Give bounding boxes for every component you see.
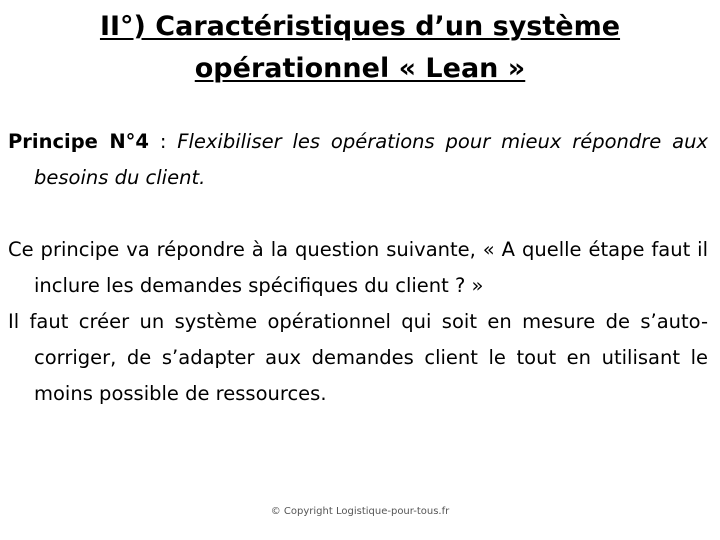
body-paragraph-answer: Il faut créer un système opérationnel qui soit en mesure de s’auto-corriger, de s’adapter aux demandes client le tout en utilisant le moins possible de ressources. [8,310,708,405]
copyright-footer: © Copyright Logistique-pour-tous.fr [270,506,450,517]
slide-body [8,124,708,412]
slide-title-line-1: II°) Caractéristiques d’un système [99,11,621,42]
slide-title [20,6,700,90]
principle-label: Principe N°4 [8,130,149,153]
principle-paragraph [8,124,708,196]
principle-text: Flexibiliser les opérations pour mieux répondre aux besoins du client. [34,130,708,189]
paragraph-spacer [8,196,708,232]
body-paragraph-question: Ce principe va répondre à la question suivante, « A quelle étape faut il inclure les demandes spécifiques du client ? » [8,238,708,297]
principle-separator: : [148,130,178,153]
slide-title-line-2: opérationnel « Lean » [194,53,526,84]
